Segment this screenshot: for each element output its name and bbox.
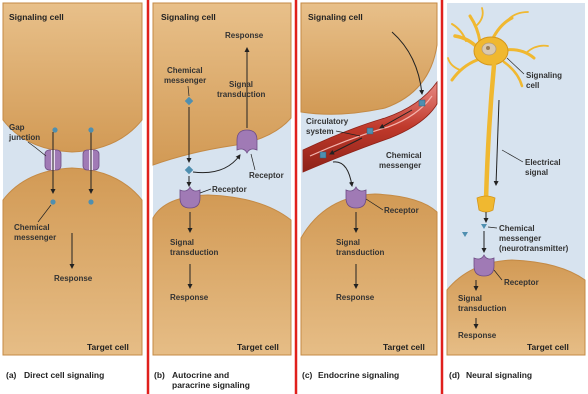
panel-c-chemical-messenger-label-2: messenger <box>379 161 422 170</box>
panel-c-chemical-messenger-label-1: Chemical <box>386 151 422 160</box>
panel-c-signaling-cell-label: Signaling cell <box>308 12 363 22</box>
panel-a-messenger-dot <box>88 127 93 132</box>
panel-a-messenger-dot <box>88 199 93 204</box>
panel-b-transduction-top-label-2: transduction <box>217 90 266 99</box>
panel-d-transduction-label-2: transduction <box>458 304 507 313</box>
electrical-signal-label-2: signal <box>525 168 549 177</box>
panel-b-transduction-label-1: Signal <box>170 238 195 247</box>
panel-d-response-label: Response <box>458 331 497 340</box>
panel-c-transduction-label-2: transduction <box>336 248 385 257</box>
panel-a-chemical-messenger-label-1: Chemical <box>14 223 50 232</box>
panel-a-response-label: Response <box>54 274 93 283</box>
panel-a-messenger-dot <box>50 199 55 204</box>
panel-a-signaling-cell-label: Signaling cell <box>9 12 64 22</box>
panel-a <box>3 3 142 380</box>
panel-c-caption: Endocrine signaling <box>318 370 400 380</box>
panel-c-receptor-label: Receptor <box>384 206 419 215</box>
panel-a-messenger-dot <box>52 127 57 132</box>
panel-b <box>153 3 291 390</box>
panel-b-signaling-cell-label: Signaling cell <box>161 12 216 22</box>
panel-d-receptor-label: Receptor <box>504 278 539 287</box>
panel-c <box>301 3 437 380</box>
panel-b-target-cell-label: Target cell <box>237 342 279 352</box>
panel-c-target-cell <box>301 194 437 355</box>
panel-c-hormone <box>419 100 425 106</box>
panel-b-chemical-messenger-label-1: Chemical <box>167 66 203 75</box>
panel-c-hormone <box>367 128 373 134</box>
panel-d-chemical-messenger-label-2: messenger <box>499 234 542 243</box>
gap-junction-label-1: Gap <box>9 123 25 132</box>
circulatory-system-label-2: system <box>306 127 334 136</box>
panel-a-chemical-messenger-label-2: messenger <box>14 233 57 242</box>
axon-terminal <box>477 196 495 212</box>
panel-d-signaling-cell-label-2: cell <box>526 81 540 90</box>
panel-c-hormone <box>320 152 326 158</box>
panel-c-response-label: Response <box>336 293 375 302</box>
panel-d-chemical-messenger-label-1: Chemical <box>499 224 535 233</box>
electrical-signal-label-1: Electrical <box>525 158 561 167</box>
panel-c-target-cell-label: Target cell <box>383 342 425 352</box>
panel-b-receptor-label: Receptor <box>212 185 247 194</box>
panel-d-target-cell-label: Target cell <box>527 342 569 352</box>
panel-a-target-cell-label: Target cell <box>87 342 129 352</box>
panel-d <box>447 3 585 380</box>
panel-b-response-label: Response <box>170 293 209 302</box>
panel-b-chemical-messenger-label-2: messenger <box>164 76 207 85</box>
circulatory-system-label-1: Circulatory <box>306 117 349 126</box>
panel-d-signaling-cell-label-1: Signaling <box>526 71 562 80</box>
panel-b-caption-1: Autocrine and <box>172 370 230 380</box>
panel-d-caption: Neural signaling <box>466 370 533 380</box>
panel-b-transduction-top-label-1: Signal <box>229 80 254 89</box>
panel-d-transduction-label-1: Signal <box>458 294 483 303</box>
panel-b-caption-2: paracrine signaling <box>172 380 250 390</box>
panel-a-caption-letter: (a) <box>6 370 17 380</box>
panel-b-caption-letter: (b) <box>154 370 165 380</box>
panel-b-target-cell <box>153 195 291 355</box>
panel-d-chemical-messenger-label-3: (neurotransmitter) <box>499 244 569 253</box>
panel-b-receptor-top-label: Receptor <box>249 171 284 180</box>
panel-b-response-top-label: Response <box>225 31 264 40</box>
panel-d-caption-letter: (d) <box>449 370 460 380</box>
panel-a-caption: Direct cell signaling <box>24 370 105 380</box>
panel-b-transduction-label-2: transduction <box>170 248 219 257</box>
panel-c-caption-letter: (c) <box>302 370 313 380</box>
panel-c-transduction-label-1: Signal <box>336 238 361 247</box>
gap-junction-label-2: junction <box>9 133 41 142</box>
neuron-nucleolus <box>486 46 490 50</box>
